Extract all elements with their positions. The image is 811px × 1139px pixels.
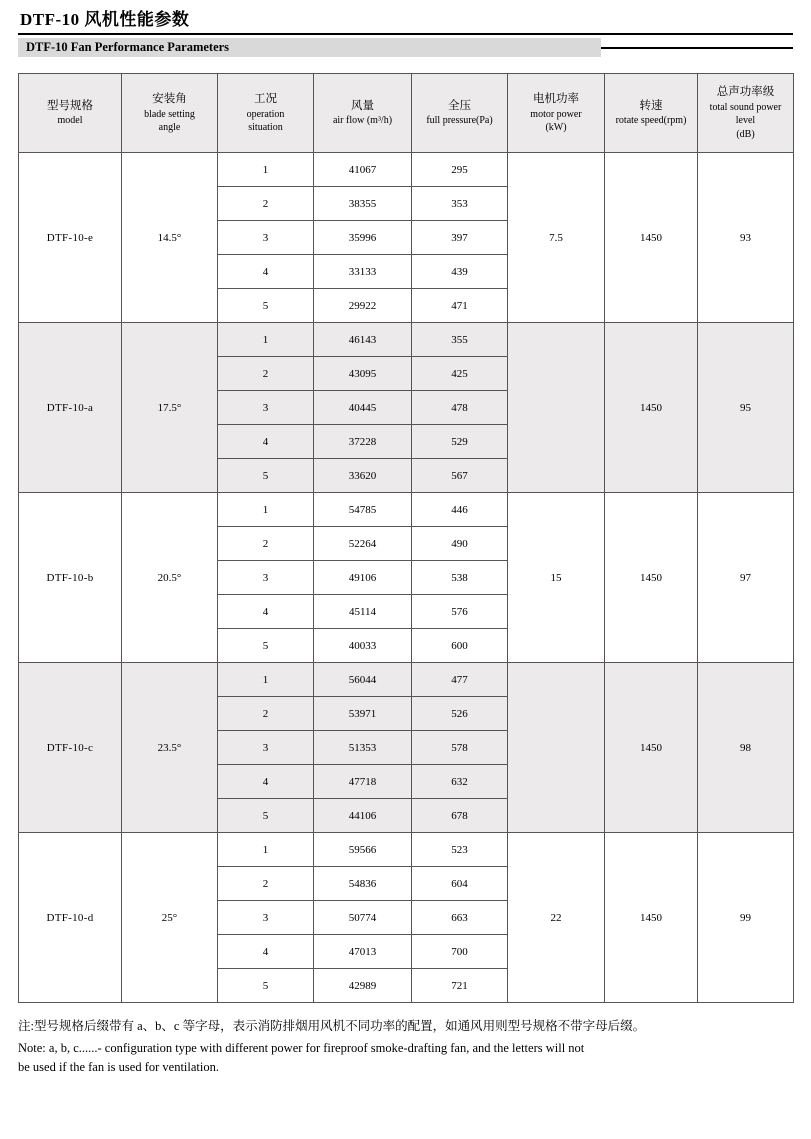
cell-operation: 3: [218, 901, 314, 935]
cell-blade-angle: 23.5°: [122, 663, 218, 833]
cell-full-pressure: 355: [412, 323, 508, 357]
cell-operation: 4: [218, 765, 314, 799]
column-header-operation-zh: 工况: [254, 93, 277, 106]
cell-air-flow: 51353: [314, 731, 412, 765]
column-header-air-flow-zh: 风量: [351, 99, 374, 112]
cell-air-flow: 54785: [314, 493, 412, 527]
cell-full-pressure: 529: [412, 425, 508, 459]
cell-rotate-speed: 1450: [605, 153, 698, 323]
table-row: [19, 833, 794, 867]
column-header-motor-power-en2: (kW): [545, 122, 567, 134]
cell-full-pressure: 721: [412, 969, 508, 1003]
cell-full-pressure: 477: [412, 663, 508, 697]
cell-full-pressure: 490: [412, 527, 508, 561]
column-header-rotate-speed-zh: 转速: [639, 99, 663, 112]
cell-operation: 3: [218, 221, 314, 255]
cell-air-flow: 46143: [314, 323, 412, 357]
cell-air-flow: 35996: [314, 221, 412, 255]
cell-full-pressure: 678: [412, 799, 508, 833]
column-header-operation: [218, 74, 314, 153]
cell-sound-level: 93: [698, 153, 794, 323]
cell-air-flow: 29922: [314, 289, 412, 323]
cell-air-flow: 42989: [314, 969, 412, 1003]
table-row: [19, 663, 794, 697]
table-row: [19, 493, 794, 527]
cell-blade-angle: 25°: [122, 833, 218, 1003]
cell-air-flow: 53971: [314, 697, 412, 731]
column-header-motor-power-zh: 电机功率: [533, 93, 579, 106]
cell-operation: 2: [218, 527, 314, 561]
cell-operation: 1: [218, 493, 314, 527]
cell-air-flow: 50774: [314, 901, 412, 935]
cell-motor-power: 7.5: [508, 153, 605, 323]
cell-operation: 1: [218, 663, 314, 697]
cell-operation: 5: [218, 969, 314, 1003]
cell-air-flow: 59566: [314, 833, 412, 867]
note-english-line1: Note: a, b, c......- configuration type with different power for fireproof smoke-drafting fan, and the letters will not: [18, 1040, 585, 1055]
cell-air-flow: 52264: [314, 527, 412, 561]
cell-air-flow: 54836: [314, 867, 412, 901]
cell-full-pressure: 700: [412, 935, 508, 969]
cell-operation: 5: [218, 459, 314, 493]
cell-full-pressure: 353: [412, 187, 508, 221]
column-header-operation-en2: situation: [248, 122, 283, 134]
cell-rotate-speed: 1450: [605, 323, 698, 493]
cell-operation: 5: [218, 289, 314, 323]
cell-operation: 1: [218, 153, 314, 187]
cell-rotate-speed: 1450: [605, 833, 698, 1003]
column-header-motor-power: [508, 74, 605, 153]
table-row: [19, 153, 794, 187]
cell-air-flow: 33620: [314, 459, 412, 493]
column-header-full-pressure: [412, 74, 508, 153]
cell-operation: 5: [218, 629, 314, 663]
cell-operation: 1: [218, 833, 314, 867]
cell-motor-power: 22: [508, 833, 605, 1003]
cell-operation: 2: [218, 697, 314, 731]
cell-blade-angle: 17.5°: [122, 323, 218, 493]
cell-model: DTF-10-c: [19, 663, 122, 833]
cell-air-flow: 40445: [314, 391, 412, 425]
notes-block: [18, 1017, 793, 1077]
column-header-model-zh: 型号规格: [47, 99, 93, 112]
title-divider: [18, 33, 793, 35]
cell-operation: 1: [218, 323, 314, 357]
column-header-blade-angle-en2: angle: [158, 122, 181, 134]
cell-motor-power: [508, 663, 605, 833]
cell-operation: 4: [218, 935, 314, 969]
cell-air-flow: 33133: [314, 255, 412, 289]
fan-performance-table: [18, 73, 794, 1003]
subtitle-band: [18, 38, 601, 57]
cell-full-pressure: 439: [412, 255, 508, 289]
subtitle-bar: [18, 38, 793, 57]
cell-air-flow: 47718: [314, 765, 412, 799]
table-row: [19, 323, 794, 357]
cell-full-pressure: 600: [412, 629, 508, 663]
cell-operation: 3: [218, 731, 314, 765]
note-english-line2: be used if the fan is used for ventilation.: [18, 1060, 219, 1075]
column-header-air-flow: [314, 74, 412, 153]
cell-full-pressure: 567: [412, 459, 508, 493]
cell-full-pressure: 397: [412, 221, 508, 255]
column-header-model-en: model: [57, 115, 83, 127]
cell-operation: 4: [218, 595, 314, 629]
table-header: [19, 74, 794, 153]
cell-rotate-speed: 1450: [605, 663, 698, 833]
cell-air-flow: 49106: [314, 561, 412, 595]
column-header-air-flow-en: air flow (m³/h): [332, 115, 393, 127]
note-chinese: 注:型号规格后缀带有 a、b、c 等字母，表示消防排烟用风机不同功率的配置，如通风用则型号规格不带字母后缀。: [18, 1019, 646, 1034]
column-header-sound-level-en3: (dB): [736, 128, 755, 140]
cell-operation: 4: [218, 425, 314, 459]
column-header-operation-en1: operation: [246, 108, 285, 120]
cell-sound-level: 95: [698, 323, 794, 493]
cell-motor-power: 15: [508, 493, 605, 663]
cell-operation: 5: [218, 799, 314, 833]
cell-air-flow: 47013: [314, 935, 412, 969]
cell-full-pressure: 538: [412, 561, 508, 595]
column-header-model: [19, 74, 122, 153]
cell-rotate-speed: 1450: [605, 493, 698, 663]
cell-full-pressure: 523: [412, 833, 508, 867]
cell-full-pressure: 471: [412, 289, 508, 323]
column-header-rotate-speed: [605, 74, 698, 153]
table-body: [19, 153, 794, 1003]
column-header-sound-level-en2: level: [735, 115, 756, 127]
cell-full-pressure: 526: [412, 697, 508, 731]
cell-full-pressure: 478: [412, 391, 508, 425]
cell-model: DTF-10-d: [19, 833, 122, 1003]
cell-air-flow: 37228: [314, 425, 412, 459]
cell-full-pressure: 446: [412, 493, 508, 527]
cell-air-flow: 45114: [314, 595, 412, 629]
cell-model: DTF-10-b: [19, 493, 122, 663]
page-title: DTF-10 风机性能参数: [20, 10, 190, 29]
column-header-sound-level: [698, 74, 794, 153]
cell-air-flow: 40033: [314, 629, 412, 663]
cell-full-pressure: 295: [412, 153, 508, 187]
cell-motor-power: [508, 323, 605, 493]
subtitle-divider: [601, 47, 793, 49]
cell-sound-level: 99: [698, 833, 794, 1003]
column-header-blade-angle-zh: 安装角: [152, 93, 187, 106]
cell-model: DTF-10-a: [19, 323, 122, 493]
column-header-full-pressure-en: full pressure(Pa): [426, 115, 493, 127]
cell-air-flow: 38355: [314, 187, 412, 221]
column-header-blade-angle: [122, 74, 218, 153]
cell-model: DTF-10-e: [19, 153, 122, 323]
cell-operation: 4: [218, 255, 314, 289]
cell-blade-angle: 14.5°: [122, 153, 218, 323]
cell-full-pressure: 578: [412, 731, 508, 765]
page-subtitle: DTF-10 Fan Performance Parameters: [26, 40, 230, 55]
cell-operation: 3: [218, 561, 314, 595]
cell-full-pressure: 632: [412, 765, 508, 799]
cell-operation: 2: [218, 187, 314, 221]
cell-air-flow: 56044: [314, 663, 412, 697]
column-header-full-pressure-zh: 全压: [448, 99, 471, 112]
cell-full-pressure: 663: [412, 901, 508, 935]
cell-full-pressure: 604: [412, 867, 508, 901]
cell-sound-level: 97: [698, 493, 794, 663]
column-header-rotate-speed-en: rotate speed(rpm): [615, 115, 687, 127]
table-header-row: [19, 74, 794, 153]
cell-air-flow: 44106: [314, 799, 412, 833]
cell-air-flow: 41067: [314, 153, 412, 187]
cell-full-pressure: 425: [412, 357, 508, 391]
cell-operation: 2: [218, 867, 314, 901]
column-header-motor-power-en1: motor power: [530, 108, 582, 120]
column-header-sound-level-en1: total sound power: [709, 101, 782, 113]
cell-operation: 3: [218, 391, 314, 425]
cell-operation: 2: [218, 357, 314, 391]
cell-sound-level: 98: [698, 663, 794, 833]
cell-air-flow: 43095: [314, 357, 412, 391]
cell-blade-angle: 20.5°: [122, 493, 218, 663]
column-header-blade-angle-en1: blade setting: [144, 108, 195, 120]
column-header-sound-level-zh: 总声功率级: [716, 86, 775, 99]
cell-full-pressure: 576: [412, 595, 508, 629]
